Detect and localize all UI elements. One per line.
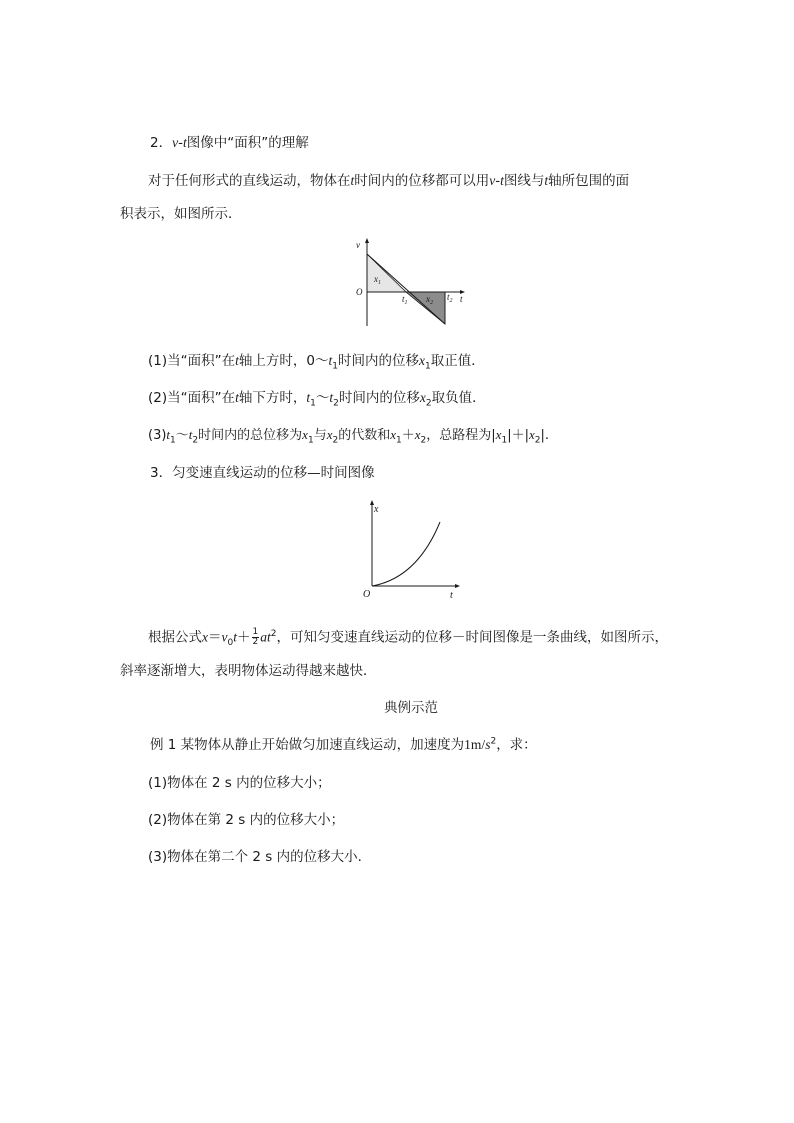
text: 根据公式 (148, 629, 202, 646)
subscript: 1 (307, 435, 314, 446)
paragraph-line-2: 积表示，如图所示． (120, 206, 242, 222)
text: ，可知匀变速直线运动的位移－时间图像是一条曲线，如图所示， (276, 629, 668, 646)
item-3 (148, 426, 549, 445)
parabola-curve (372, 522, 440, 586)
text: 对于任何形式的直线运动，物体在 (148, 173, 351, 189)
var-t: t (182, 135, 187, 150)
section-title: 图像中“面积”的理解 (186, 135, 309, 151)
var-x: x (202, 629, 208, 645)
var-t: t (350, 173, 355, 188)
label-t2: $t_2$ (447, 292, 453, 304)
text: 时间内的总位移为 (198, 428, 303, 443)
var-t2: t (188, 427, 193, 442)
label-O: O (363, 589, 371, 600)
accel-value: 1m/ (464, 737, 486, 752)
section-2-heading (150, 134, 309, 152)
dash: - (495, 173, 501, 189)
text: 轴所包围的面 (548, 173, 630, 189)
text: (3) (148, 428, 167, 443)
label-O: O (356, 287, 363, 297)
superscript: 2 (490, 736, 497, 747)
text: 的代数和 (338, 428, 391, 443)
item-1 (148, 352, 485, 370)
subscript: 2 (192, 435, 199, 446)
var-t: t (544, 173, 549, 188)
subscript: 1 (332, 361, 338, 372)
section-3-heading: 3．匀变速直线运动的位移—时间图像 (150, 465, 375, 481)
var-x2: x (419, 390, 426, 405)
label-t: t (460, 294, 463, 304)
text: 与 (313, 428, 327, 443)
subscript: 1 (424, 361, 431, 372)
text: 图线与 (503, 173, 545, 189)
text: 取正值． (430, 353, 485, 369)
text: 取负值． (431, 390, 486, 406)
subscript: 2 (425, 398, 432, 409)
var-x1: x (495, 427, 502, 442)
formula-line-2: 斜率逐渐增大，表明物体运动得越来越快． (120, 663, 377, 679)
label-v: v (356, 240, 360, 250)
subscript: 1 (501, 435, 508, 446)
tilde: ～ (175, 428, 189, 443)
fraction-one-half (252, 628, 260, 647)
var-x1: x (418, 353, 425, 368)
var-at: at (260, 629, 271, 645)
plus: ＋ (237, 629, 251, 646)
var-v: v (489, 173, 496, 188)
text: 时间内的位移 (338, 390, 420, 406)
var-t: t (235, 353, 239, 368)
subscript: 0 (227, 638, 234, 649)
section-number: 2． (150, 135, 173, 151)
text: ，总路程为| (426, 428, 496, 443)
var-t1: t (166, 427, 171, 442)
question-2: (2)物体在第 2 s 内的位移大小； (148, 812, 345, 828)
example-heading: 典例示范 (384, 700, 438, 716)
text: 时间内的位移都可以用 (354, 173, 490, 189)
xt-graph (362, 498, 472, 603)
var-t1: t (328, 353, 333, 368)
text: 时间内的位移 (337, 353, 419, 369)
plus: ＋ (401, 428, 415, 443)
var-t: t (233, 629, 237, 645)
unit-s: s (485, 737, 491, 752)
label-x2: $x_2$ (426, 294, 433, 306)
label-x: x (374, 504, 379, 515)
subscript: 2 (534, 435, 541, 446)
item-2 (148, 389, 486, 407)
var-v0: v (221, 629, 228, 645)
var-t: t (235, 390, 239, 405)
text: |. (540, 428, 549, 443)
formula-line-1 (148, 628, 668, 647)
text: 例 1 某物体从静止开始做匀加速直线运动，加速度为 (150, 737, 465, 753)
equals: ＝ (208, 629, 222, 646)
var-v: v (172, 135, 179, 150)
var-t: t (500, 173, 504, 188)
text: (1)当“面积”在 (148, 353, 236, 369)
label-x1: $x_1$ (374, 274, 381, 286)
var-x1: x (302, 427, 308, 442)
paragraph-line-1 (148, 172, 629, 190)
example-intro (150, 736, 537, 754)
question-3: (3)物体在第二个 2 s 内的位移大小． (148, 849, 372, 865)
superscript: 2 (270, 629, 277, 639)
subscript: 2 (420, 435, 427, 446)
var-x2: x (326, 427, 333, 442)
dash: - (178, 135, 183, 151)
subscript: 1 (396, 435, 402, 446)
var-x1: x (390, 427, 397, 442)
text: 轴下方时， (238, 390, 307, 406)
var-x2: x (414, 427, 421, 442)
text: ，求： (496, 737, 537, 753)
var-t2: t (329, 390, 334, 405)
subscript: 1 (170, 435, 176, 446)
t-axis-arrow (455, 584, 460, 588)
label-t1: $t_1$ (402, 294, 408, 306)
text: |＋| (507, 428, 529, 443)
vt-graph (350, 238, 480, 333)
denominator: 2 (252, 637, 259, 647)
v-axis-arrow (365, 238, 369, 243)
label-t: t (450, 590, 453, 601)
var-t1: t (306, 390, 311, 405)
subscript: 1 (310, 398, 316, 409)
subscript: 2 (333, 398, 339, 409)
numerator: 1 (252, 627, 259, 637)
question-1: (1)物体在 2 s 内的位移大小； (148, 775, 331, 791)
text: 轴上方时，0～ (238, 353, 329, 369)
subscript: 2 (332, 435, 339, 446)
tilde: ～ (315, 390, 330, 406)
text: (2)当“面积”在 (148, 390, 236, 406)
var-x2: x (528, 427, 535, 442)
